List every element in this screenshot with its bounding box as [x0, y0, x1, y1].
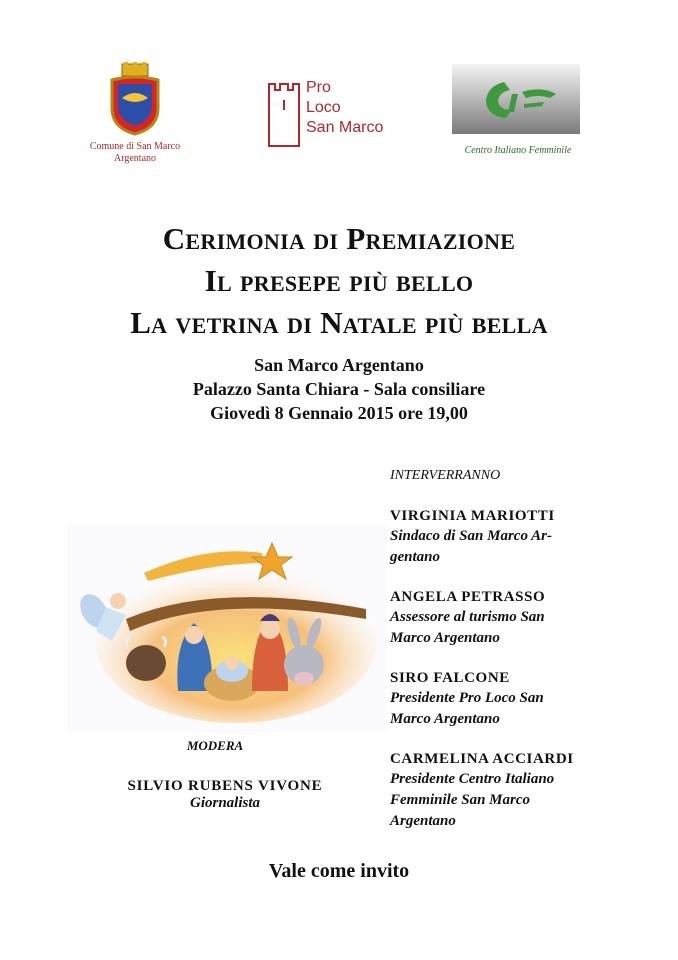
speaker-role-line: Marco Argentano	[390, 630, 500, 646]
event-venue: Palazzo Santa Chiara - Sala consiliare	[192, 379, 486, 399]
coat-of-arms-icon	[104, 62, 166, 136]
speaker-role-line: gentano	[390, 549, 441, 565]
speaker-role-line: Argentano	[390, 813, 456, 829]
speaker-name: CARMELINA ACCIARDI	[390, 751, 574, 767]
title-line-2: Il presepe più bello	[204, 263, 474, 298]
moderator-role: Giornalista	[189, 795, 261, 811]
speaker-role-line: Presidente Centro Italiano	[390, 771, 555, 787]
proloco-text-line2: Loco	[306, 99, 341, 116]
moderator-block	[100, 738, 350, 812]
speaker-name: ANGELA PETRASSO	[390, 589, 546, 605]
cif-emblem-icon	[452, 64, 580, 134]
title-line-1: Cerimonia di Premiazione	[162, 221, 516, 256]
cif-caption: Centro Italiano Femminile	[464, 145, 572, 156]
tower-icon	[266, 80, 302, 148]
speaker-role-line: Presidente Pro Loco San	[390, 690, 544, 706]
speaker-item	[390, 506, 650, 568]
speaker-role-line: Femminile San Marco	[390, 792, 531, 808]
comune-caption-line2: Argentano	[113, 153, 157, 164]
proloco-text-line1: Pro	[306, 79, 331, 96]
proloco-logo	[266, 78, 406, 150]
event-datetime: Giovedì 8 Gennaio 2015 ore 19,00	[210, 403, 468, 423]
speaker-role-line: Assessore al turismo San	[390, 609, 545, 625]
comune-logo	[70, 62, 200, 165]
speakers-list	[390, 468, 650, 851]
cif-logo	[452, 64, 584, 156]
speaker-item	[390, 587, 650, 649]
speaker-name: SIRO FALCONE	[390, 670, 510, 686]
nativity-illustration	[66, 523, 386, 733]
speakers-heading: INTERVERRANNO	[390, 468, 501, 483]
speaker-role-line: Marco Argentano	[390, 711, 500, 727]
title-line-3: La vetrina di Natale più bella	[130, 305, 548, 340]
moderator-label: MODERA	[186, 738, 244, 753]
moderator-name: SILVIO RUBENS VIVONE	[127, 778, 323, 794]
comune-caption-line1: Comune di San Marco	[89, 141, 181, 152]
speaker-role-line: Sindaco di San Marco Ar-	[390, 528, 552, 544]
speaker-item	[390, 668, 650, 730]
invitation-note: Vale come invito	[268, 860, 410, 882]
speaker-name: VIRGINIA MARIOTTI	[390, 508, 555, 524]
proloco-text-line3: San Marco	[306, 119, 384, 136]
event-location-city: San Marco Argentano	[254, 355, 424, 375]
speaker-item	[390, 749, 650, 832]
